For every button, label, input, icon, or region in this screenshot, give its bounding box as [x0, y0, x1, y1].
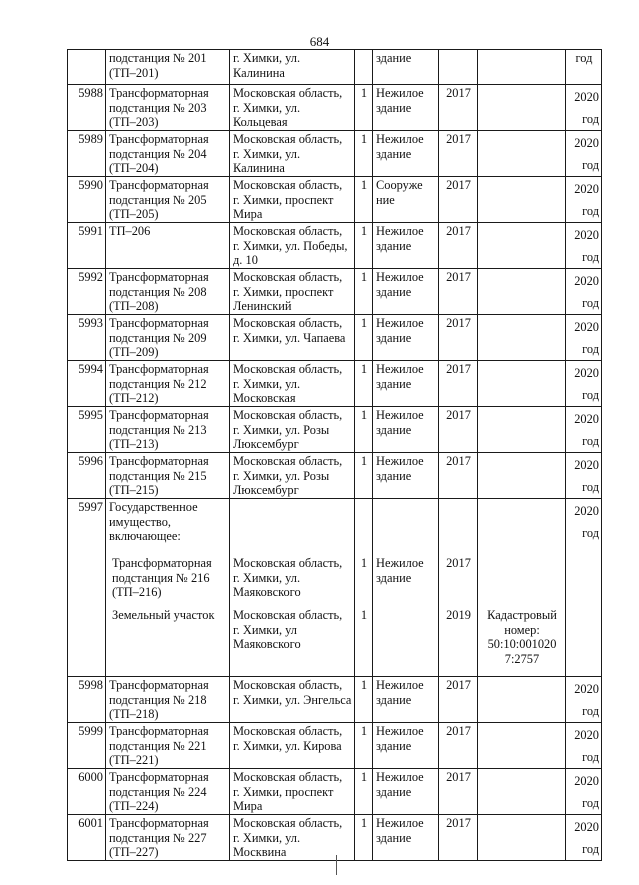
- inclusion-year: 2020 год: [566, 269, 602, 315]
- row-number: 6001: [68, 815, 106, 861]
- inclusion-year: 2020 год: [566, 85, 602, 131]
- table-row: [68, 361, 602, 407]
- composite-item-type: Нежилое здание: [376, 556, 424, 585]
- table-row: [68, 315, 602, 361]
- object-name: Трансформаторная подстанция № 227 (ТП–227): [106, 815, 230, 861]
- object-quantity: 1: [355, 131, 373, 177]
- inclusion-year: 2020 год: [566, 453, 602, 499]
- object-note: [478, 769, 566, 815]
- object-quantity: 1: [355, 315, 373, 361]
- object-address: Московская область, г. Химки, ул. Калинина: [230, 131, 355, 177]
- table-row: [68, 177, 602, 223]
- object-quantity: 1: [355, 223, 373, 269]
- composite-object-type: [373, 499, 439, 677]
- acquisition-year: 2017: [439, 815, 478, 861]
- spacer: [376, 500, 436, 556]
- composite-item-address: Московская область, г. Химки, ул Маяковского: [233, 608, 343, 652]
- spacer: [481, 500, 563, 556]
- object-address: Московская область, г. Химки, проспект Ленинский: [230, 269, 355, 315]
- inclusion-year: 2020 год: [566, 769, 602, 815]
- composite-item-address: Московская область, г. Химки, ул. Маяковского: [233, 556, 343, 600]
- object-address: г. Химки, ул. Калинина: [230, 50, 355, 85]
- object-quantity: 1: [355, 453, 373, 499]
- object-note: [478, 677, 566, 723]
- table-row: [68, 723, 602, 769]
- inclusion-year: 2020 год: [566, 723, 602, 769]
- inclusion-year: 2020 год: [566, 315, 602, 361]
- object-type: Нежилое здание: [373, 453, 439, 499]
- object-type: Нежилое здание: [373, 315, 439, 361]
- composite-acquisition-year: [439, 499, 478, 677]
- acquisition-year: 2017: [439, 407, 478, 453]
- inclusion-year: 2020 год: [566, 499, 602, 677]
- object-type: здание: [373, 50, 439, 85]
- object-type: Нежилое здание: [373, 361, 439, 407]
- row-number: 5989: [68, 131, 106, 177]
- table-row-composite: [68, 499, 602, 677]
- object-quantity: 1: [355, 361, 373, 407]
- table-row: [68, 453, 602, 499]
- table-row: [68, 223, 602, 269]
- object-name: Трансформаторная подстанция № 204 (ТП–204): [106, 131, 230, 177]
- object-type: Нежилое здание: [373, 815, 439, 861]
- object-name: Трансформаторная подстанция № 215 (ТП–215): [106, 453, 230, 499]
- inclusion-year: год: [566, 50, 602, 85]
- composite-object-name: [106, 499, 230, 677]
- composite-title: Государственное имущество, включающее:: [109, 500, 198, 544]
- object-quantity: 1: [355, 677, 373, 723]
- inclusion-year: 2020 год: [566, 361, 602, 407]
- object-name: Трансформаторная подстанция № 218 (ТП–218): [106, 677, 230, 723]
- object-address: Московская область, г. Химки, ул. Кирова: [230, 723, 355, 769]
- row-number: 5997: [68, 499, 106, 677]
- composite-item-name: Земельный участок: [112, 608, 215, 622]
- row-number: 5991: [68, 223, 106, 269]
- object-address: Московская область, г. Химки, ул. Москвина: [230, 815, 355, 861]
- row-number: 5994: [68, 361, 106, 407]
- object-address: Московская область, г. Химки, ул. Чапаева: [230, 315, 355, 361]
- object-note: [478, 177, 566, 223]
- object-name: Трансформаторная подстанция № 212 (ТП–212): [106, 361, 230, 407]
- object-type: Нежилое здание: [373, 769, 439, 815]
- inclusion-year: 2020 год: [566, 131, 602, 177]
- table-row: [68, 677, 602, 723]
- object-note: [478, 815, 566, 861]
- acquisition-year: 2017: [439, 177, 478, 223]
- object-address: Московская область, г. Химки, ул. Победы, д. 10: [230, 223, 355, 269]
- object-type: Сооруже ние: [373, 177, 439, 223]
- object-type: Нежилое здание: [373, 269, 439, 315]
- table-row: [68, 407, 602, 453]
- composite-item-qty: 1: [360, 556, 368, 570]
- object-address: Московская область, г. Химки, ул. Кольцевая: [230, 85, 355, 131]
- object-note: [478, 85, 566, 131]
- composite-item-year: 2017: [446, 556, 471, 570]
- object-name: ТП–206: [106, 223, 230, 269]
- object-type: Нежилое здание: [373, 407, 439, 453]
- row-number: 5992: [68, 269, 106, 315]
- inclusion-year: 2020 год: [566, 677, 602, 723]
- object-type: Нежилое здание: [373, 131, 439, 177]
- object-type: Нежилое здание: [373, 723, 439, 769]
- acquisition-year: 2017: [439, 361, 478, 407]
- property-register-table: [67, 49, 602, 861]
- inclusion-year: 2020 год: [566, 407, 602, 453]
- page-number: 684: [309, 34, 330, 49]
- table-row: [68, 131, 602, 177]
- spacer: [233, 500, 352, 556]
- table-row: [68, 269, 602, 315]
- object-quantity: 1: [355, 269, 373, 315]
- inclusion-year: 2020 год: [566, 223, 602, 269]
- row-number: 5999: [68, 723, 106, 769]
- acquisition-year: 2017: [439, 769, 478, 815]
- spacer: [358, 500, 370, 556]
- composite-item-qty: 1: [360, 607, 368, 622]
- acquisition-year: 2017: [439, 131, 478, 177]
- spacer: [442, 500, 475, 556]
- object-quantity: 1: [355, 769, 373, 815]
- object-address: Московская область, г. Химки, проспект Мира: [230, 177, 355, 223]
- object-note: [478, 269, 566, 315]
- composite-item-year: 2019: [446, 607, 471, 622]
- object-note: [478, 131, 566, 177]
- row-number: 5993: [68, 315, 106, 361]
- object-address: Московская область, г. Химки, ул. Московская: [230, 361, 355, 407]
- object-name: подстанция № 201 (ТП–201): [106, 50, 230, 85]
- object-name: Трансформаторная подстанция № 209 (ТП–209): [106, 315, 230, 361]
- acquisition-year: 2017: [439, 677, 478, 723]
- object-type: Нежилое здание: [373, 85, 439, 131]
- object-note: [478, 361, 566, 407]
- object-quantity: 1: [355, 815, 373, 861]
- acquisition-year: 2017: [439, 85, 478, 131]
- object-name: Трансформаторная подстанция № 221 (ТП–221): [106, 723, 230, 769]
- object-quantity: 1: [355, 85, 373, 131]
- acquisition-year: 2017: [439, 723, 478, 769]
- object-type: Нежилое здание: [373, 677, 439, 723]
- composite-object-note: [478, 499, 566, 677]
- composite-item-note: Кадастровый номер: 50:10:001020 7:2757: [487, 608, 557, 666]
- object-quantity: [355, 50, 373, 85]
- row-number: 5998: [68, 677, 106, 723]
- acquisition-year: 2017: [439, 223, 478, 269]
- object-note: [478, 407, 566, 453]
- table-row: [68, 769, 602, 815]
- row-number: 5995: [68, 407, 106, 453]
- object-address: Московская область, г. Химки, проспект Мира: [230, 769, 355, 815]
- composite-item-name: Трансформаторная подстанция № 216 (ТП–216): [112, 556, 212, 600]
- object-address: Московская область, г. Химки, ул. Розы Люксембург: [230, 407, 355, 453]
- object-address: Московская область, г. Химки, ул. Энгельса: [230, 677, 355, 723]
- inclusion-year: 2020 год: [566, 177, 602, 223]
- object-note: [478, 453, 566, 499]
- object-name: Трансформаторная подстанция № 203 (ТП–203): [106, 85, 230, 131]
- composite-object-quantity: [355, 499, 373, 677]
- composite-object-address: [230, 499, 355, 677]
- row-number: 5988: [68, 85, 106, 131]
- table-row: [68, 85, 602, 131]
- object-type: Нежилое здание: [373, 223, 439, 269]
- object-note: [478, 315, 566, 361]
- object-note: [478, 50, 566, 85]
- object-note: [478, 723, 566, 769]
- object-quantity: 1: [355, 177, 373, 223]
- table-row: [68, 815, 602, 861]
- object-address: Московская область, г. Химки, ул. Розы Люксембург: [230, 453, 355, 499]
- object-name: Трансформаторная подстанция № 224 (ТП–224): [106, 769, 230, 815]
- row-number: 5996: [68, 453, 106, 499]
- acquisition-year: 2017: [439, 315, 478, 361]
- inclusion-year: 2020 год: [566, 815, 602, 861]
- row-number: [68, 50, 106, 85]
- object-quantity: 1: [355, 723, 373, 769]
- object-name: Трансформаторная подстанция № 205 (ТП–205): [106, 177, 230, 223]
- object-name: Трансформаторная подстанция № 208 (ТП–208): [106, 269, 230, 315]
- acquisition-year: 2017: [439, 269, 478, 315]
- row-number: 6000: [68, 769, 106, 815]
- acquisition-year: 2017: [439, 453, 478, 499]
- object-quantity: 1: [355, 407, 373, 453]
- row-number: 5990: [68, 177, 106, 223]
- scan-artifact: [336, 855, 337, 875]
- object-note: [478, 223, 566, 269]
- object-name: Трансформаторная подстанция № 213 (ТП–213): [106, 407, 230, 453]
- table-row: [68, 50, 602, 85]
- acquisition-year: [439, 50, 478, 85]
